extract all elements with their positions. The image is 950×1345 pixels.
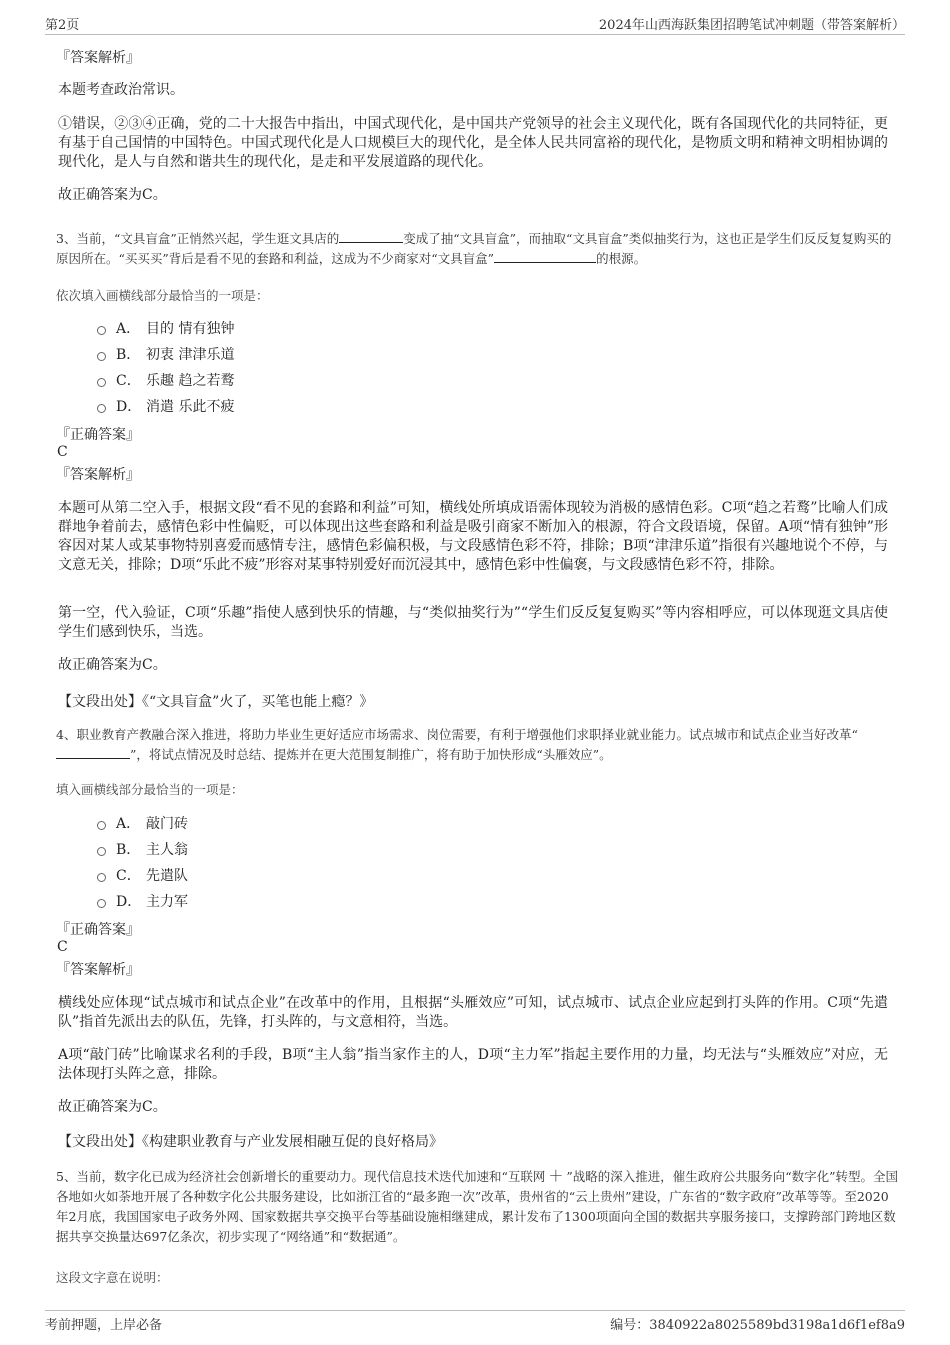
question-4: 4、职业教育产教融合深入推进，将助力毕业生更好适应市场需求、岗位需要，有利于增强他们求职择业就业能力。试点城市和试点企业当好改革“”，将试点情况及时总结、提炼并在更大范围复制推广，将有助于加快形成“头雁效应”。: [56, 727, 858, 762]
correct-answer-label: 『正确答案』: [56, 427, 140, 443]
q3-option-c[interactable]: C． 乐趣 趋之若鹜: [97, 371, 234, 391]
q4-instruction: 填入画横线部分最恰当的一项是：: [56, 782, 244, 797]
q3-option-b[interactable]: B． 初衷 津津乐道: [97, 345, 234, 365]
page-number: 第2页: [45, 18, 80, 33]
q3-answer: C: [57, 444, 68, 460]
correct-answer-label: 『正确答案』: [56, 922, 140, 938]
q2-analysis-2: ①错误，②③④正确，党的二十大报告中指出，中国式现代化，是中国共产党领导的社会主义现代化，既有各国现代化的共同特征，更有基于自己国情的中国特色。中国式现代化是人口规模巨大的现代化，是全体人民共同富裕的现代化，是物质文明和精神文明相协调的现代化，是人与自然和谐共生的现代化，是走和平发展道路的现代化。: [58, 116, 888, 170]
q4-analysis-1: 横线处应体现“试点城市和试点企业”在改革中的作用，且根据“头雁效应”可知，试点城市、试点企业应起到打头阵的作用。C项“先遣队”指首先派出去的队伍，先锋，打头阵的，与文意相符，当选。: [58, 995, 888, 1030]
analysis-label: 『答案解析』: [56, 50, 140, 66]
blank-1: [339, 230, 403, 243]
q3-source: 【文段出处】《“文具盲盒”火了，买笔也能上瘾？》: [58, 694, 374, 710]
q4-option-d[interactable]: D． 主力军: [97, 892, 188, 912]
q4-option-c[interactable]: C． 先遣队: [97, 866, 188, 886]
q5-instruction: 这段文字意在说明：: [56, 1270, 169, 1285]
q4-answer: C: [57, 939, 68, 955]
blank-1: [56, 746, 130, 759]
page-footer: [45, 1310, 905, 1333]
plus-icon: ＋: [548, 1167, 564, 1185]
radio-icon[interactable]: [97, 326, 106, 335]
q2-analysis-3: 故正确答案为C。: [58, 187, 167, 203]
analysis-label: 『答案解析』: [56, 467, 140, 483]
document-title: 2024年山西海跃集团招聘笔试冲刺题（带答案解析）: [598, 18, 905, 33]
q2-analysis-1: 本题考查政治常识。: [58, 82, 184, 98]
q3-analysis-2: 第一空，代入验证，C项“乐趣”指使人感到快乐的情趣，与“类似抽奖行为”“学生们反反复复购买”等内容相呼应，可以体现逛文具店使学生们感到快乐，当选。: [58, 605, 888, 640]
radio-icon[interactable]: [97, 873, 106, 882]
blank-2: [494, 250, 596, 263]
q4-source: 【文段出处】《构建职业教育与产业发展相融互促的良好格局》: [58, 1134, 443, 1150]
q3-analysis-1: 本题可从第二空入手，根据文段“看不见的套路和利益”可知，横线处所填成语需体现较为消极的感情色彩。C项“趋之若鹜”比喻人们成群地争着前去，感情色彩中性偏贬，可以体现出这些套路和利益是吸引商家不断加入的根源，符合文段语境，保留。A项“情有独钟”形容因对某人或某事物特别喜爱而感情专注，感情色彩偏积极，与文段感情色彩不符，排除；B项“津津乐道”指很有兴趣地说个不停，与文意无关，排除；D项“乐此不疲”形容对某事特别爱好而沉浸其中，感情色彩中性偏褒，与文段感情色彩不符，排除。: [58, 500, 888, 573]
q3-analysis-3: 故正确答案为C。: [58, 657, 167, 673]
radio-icon[interactable]: [97, 899, 106, 908]
q4-analysis-2: A项“敲门砖”比喻谋求名利的手段，B项“主人翁”指当家作主的人，D项“主力军”指起主要作用的力量，均无法与“头雁效应”对应，无法体现打头阵之意，排除。: [58, 1047, 888, 1082]
radio-icon[interactable]: [97, 352, 106, 361]
radio-icon[interactable]: [97, 821, 106, 830]
q3-option-a[interactable]: A． 目的 情有独钟: [97, 319, 234, 339]
q3-option-d[interactable]: D． 消遣 乐此不疲: [97, 397, 234, 417]
q3-instruction: 依次填入画横线部分最恰当的一项是：: [56, 288, 269, 303]
q4-option-b[interactable]: B． 主人翁: [97, 840, 188, 860]
radio-icon[interactable]: [97, 378, 106, 387]
q4-option-a[interactable]: A． 敲门砖: [97, 814, 188, 834]
question-3: 3、当前，“文具盲盒”正悄然兴起，学生逛文具店的 变成了抽“文具盲盒”，而抽取“文具盲盒”类似抽奖行为，这也正是学生们反反复复购买的原因所在。“买买买”背后是看不见的套路和利益，这成为不少商家对“文具盲盒” 的根源。: [56, 231, 892, 266]
page-header: [45, 14, 905, 35]
analysis-label: 『答案解析』: [56, 962, 140, 978]
radio-icon[interactable]: [97, 847, 106, 856]
footer-slogan: 考前押题，上岸必备: [45, 1318, 163, 1333]
document-code: 编号：3840922a8025589bd3198a1d6f1ef8a9: [610, 1318, 905, 1333]
question-5: 5、当前，数字化已成为经济社会创新增长的重要动力。现代信息技术迭代加速和“互联网 ＋ ”战略的深入推进，催生政府公共服务向“数字化”转型。全国各地如火如荼地开展了各种数字化公共服务建设，比如浙江省的“最多跑一次”改革，贵州省的“云上贵州”建设，广东省的“数字政府”改革等等。至2020年2月底，我国国家电子政务外网、国家数据共享交换平台等基础设施相继建成，累计发布了1300项面向全国的数据共享服务接口，支撑跨部门跨地区数据共享交换量达697亿条次，初步实现了“网络通”和“数据通”。: [56, 1167, 899, 1244]
radio-icon[interactable]: [97, 404, 106, 413]
q4-analysis-3: 故正确答案为C。: [58, 1099, 167, 1115]
